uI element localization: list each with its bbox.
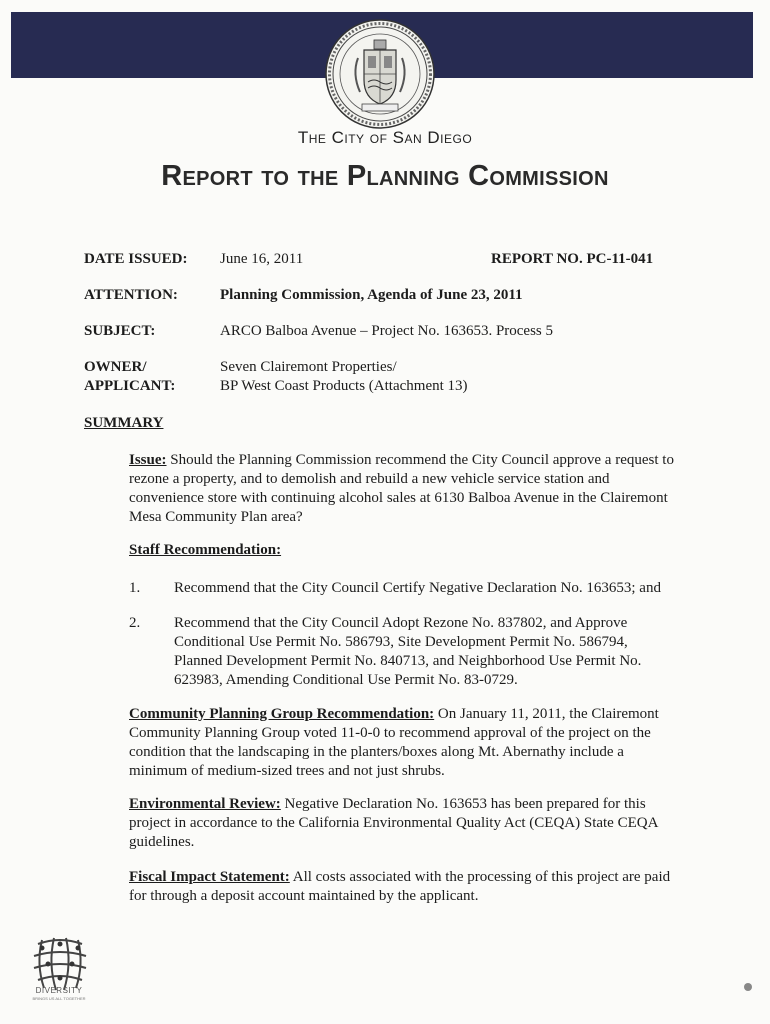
issue-label: Issue:: [129, 452, 167, 468]
report-number: REPORT NO. PC-11-041: [491, 251, 654, 267]
community-paragraph: [129, 705, 677, 781]
attention-value: Planning Commission, Agenda of June 23, 2011: [220, 287, 523, 303]
date-value: June 16, 2011: [220, 251, 304, 267]
diversity-logo-label: DIVERSITY: [35, 986, 83, 995]
subject-value: ARCO Balboa Avenue – Project No. 163653. Process 5: [220, 323, 554, 339]
community-label: Community Planning Group Recommendation:: [129, 706, 435, 722]
date-row: [84, 250, 684, 269]
diversity-logo-subtitle: BRINGS US ALL TOGETHER: [32, 996, 86, 1001]
recommendation-number: 2.: [129, 615, 141, 631]
report-title: Report to the Planning Commission: [161, 160, 609, 192]
owner-label-line2: APPLICANT:: [84, 378, 176, 394]
staff-recommendation-heading: Staff Recommendation:: [129, 542, 282, 558]
city-title: The City of San Diego: [297, 128, 473, 147]
owner-label: [84, 358, 216, 396]
attention-row: [84, 286, 684, 305]
owner-value-line2: BP West Coast Products (Attachment 13): [220, 378, 468, 394]
owner-label-line1: OWNER/: [84, 359, 147, 375]
community-text: On January 11, 2011, the Clairemont Community Planning Group voted 11-0-0 to recommend approval of the project on the condition that the landscaping in the planters/boxes along Mt. Abernathy include a minimum of medium-sized trees and not just shrubs.: [129, 706, 659, 779]
date-label: DATE ISSUED:: [84, 251, 188, 267]
environmental-label: Environmental Review:: [129, 796, 281, 812]
owner-value-line1: Seven Clairemont Properties/: [220, 359, 397, 375]
environmental-text: Negative Declaration No. 163653 has been prepared for this project in accordance to the California Environmental Quality Act (CEQA) State CEQA guidelines.: [129, 796, 658, 850]
summary-heading: SUMMARY: [84, 415, 164, 431]
fiscal-label: Fiscal Impact Statement:: [129, 869, 290, 885]
city-seal-icon: [324, 18, 436, 130]
recommendation-text: Recommend that the City Council Adopt Rezone No. 837802, and Approve Conditional Use Permit No. 586793, Site Development Permit No. 586794, Planned Development Permit No. 840713, and Neighborhood Use Permit No. 623983, Amending Conditional Use Permit No. 83-0729.: [174, 615, 642, 688]
issue-paragraph: [129, 451, 677, 527]
subject-row: [84, 322, 684, 341]
attention-label: ATTENTION:: [84, 287, 178, 303]
subject-label: SUBJECT:: [84, 323, 156, 339]
issue-text: Should the Planning Commission recommend the City Council approve a request to rezone a property, and to demolish and rebuild a new vehicle service station and convenience store with continuing alcohol sales at 6130 Balboa Avenue in the Clairemont Mesa Community Plan area?: [129, 452, 674, 525]
owner-value: [220, 358, 680, 396]
recommendation-number: 1.: [129, 580, 141, 596]
owner-row: [84, 358, 684, 396]
page-mark: [744, 983, 752, 991]
fiscal-paragraph: [129, 868, 677, 906]
fiscal-text: All costs associated with the processing of this project are paid for through a deposit account maintained by the applicant.: [129, 869, 671, 904]
recommendation-text: Recommend that the City Council Certify Negative Declaration No. 163653; and: [174, 580, 661, 596]
environmental-paragraph: [129, 795, 677, 852]
